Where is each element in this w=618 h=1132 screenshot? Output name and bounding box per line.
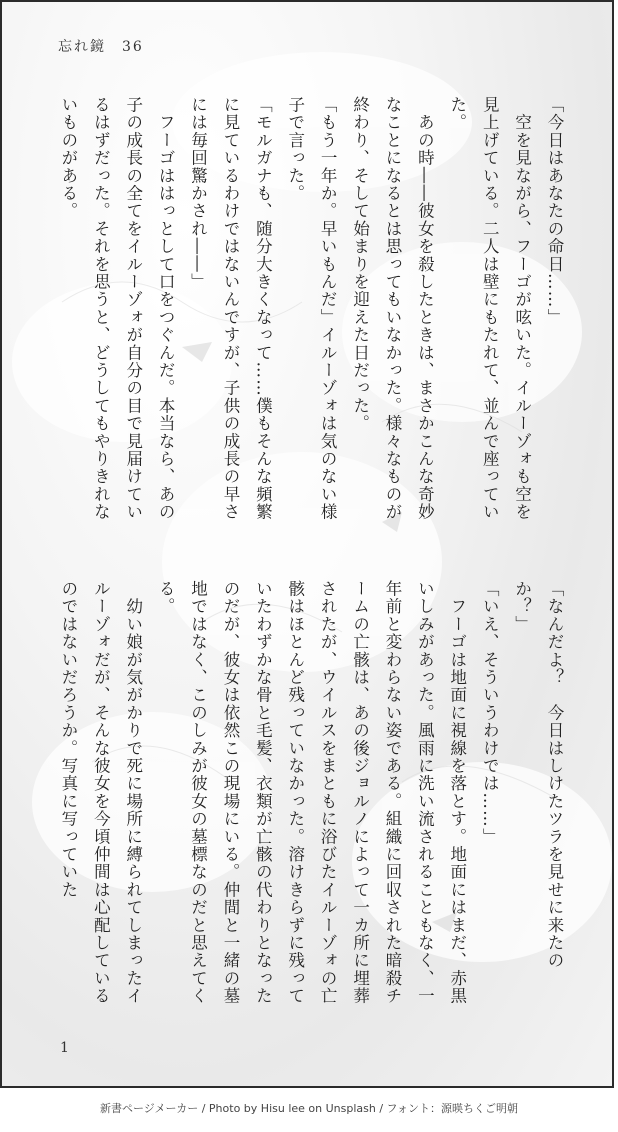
paragraph: 「今日はあなたの命日……」 <box>545 96 564 327</box>
text-block-lower <box>50 580 570 1010</box>
paragraph: 幼い娘が気がかりで死に場所に縛られてしまったイルーゾォだが、そんな彼女を今頃仲間は心配しているのではないだろうか。写真に写っていた <box>58 580 143 1005</box>
text-block-upper <box>50 96 570 528</box>
paragraph: 「なんだよ？ 今日はしけたツラを見せに来たのか？」 <box>512 580 564 970</box>
paragraph: 空を見ながら、フーゴが呟いた。イルーゾォも空を見上げている。二人は壁にもたれて、並んで座っていた。 <box>447 96 532 521</box>
paragraph: 「もう一年か。早いもんだ」イルーゾォは気のない様子で言った。 <box>285 96 338 521</box>
paragraph: あの時――彼女を殺したときは、まさかこんな奇妙なことになるとは思ってもいなかった。様々なものが終わり、そして始まりを迎えた日だった。 <box>350 96 435 521</box>
paragraph: 「いえ、そういうわけでは……」 <box>480 580 500 846</box>
chapter-number: 36 <box>122 39 144 55</box>
credits-footer: 新書ページメーカー / Photo by Hisu lee on Unsplash / フォント：源暎ちくご明朝 <box>100 1102 518 1115</box>
paragraph: フーゴは地面に視線を落とす。地面にはまだ、赤黒いしみがあった。風雨に洗い流されることもなく、一年前と変わらない姿である。組織に回収された暗殺チームの亡骸は、あの後ジョルノによって一カ所に埋葬されたが、ウイルスをまともに浴びたイルーゾォの亡骸はほとんど残っていなかった。溶けきらずに残っていたわずかな骨と毛髪、衣類が亡骸の代わりとなったのだが、彼女は依然この現場にいる。仲間と一緒の墓地ではなく、このしみが彼女の墓標なのだと思えてくる。 <box>156 580 467 1005</box>
paragraph: 「モルガナも、随分大きくなって……僕もそんな頻繁に見ているわけではないんですが、子供の成長の早さには毎回驚かされ――」 <box>188 96 273 521</box>
book-title: 忘れ鏡 <box>58 39 106 55</box>
page-number: 1 <box>60 1040 69 1056</box>
paragraph: フーゴははっとして口をつぐんだ。本当なら、あの子の成長の全てをイルーゾォが自分の目で見届けているはずだった。それを思うと、どうしてもやりきれないものがある。 <box>58 96 176 521</box>
page-header <box>58 36 144 56</box>
